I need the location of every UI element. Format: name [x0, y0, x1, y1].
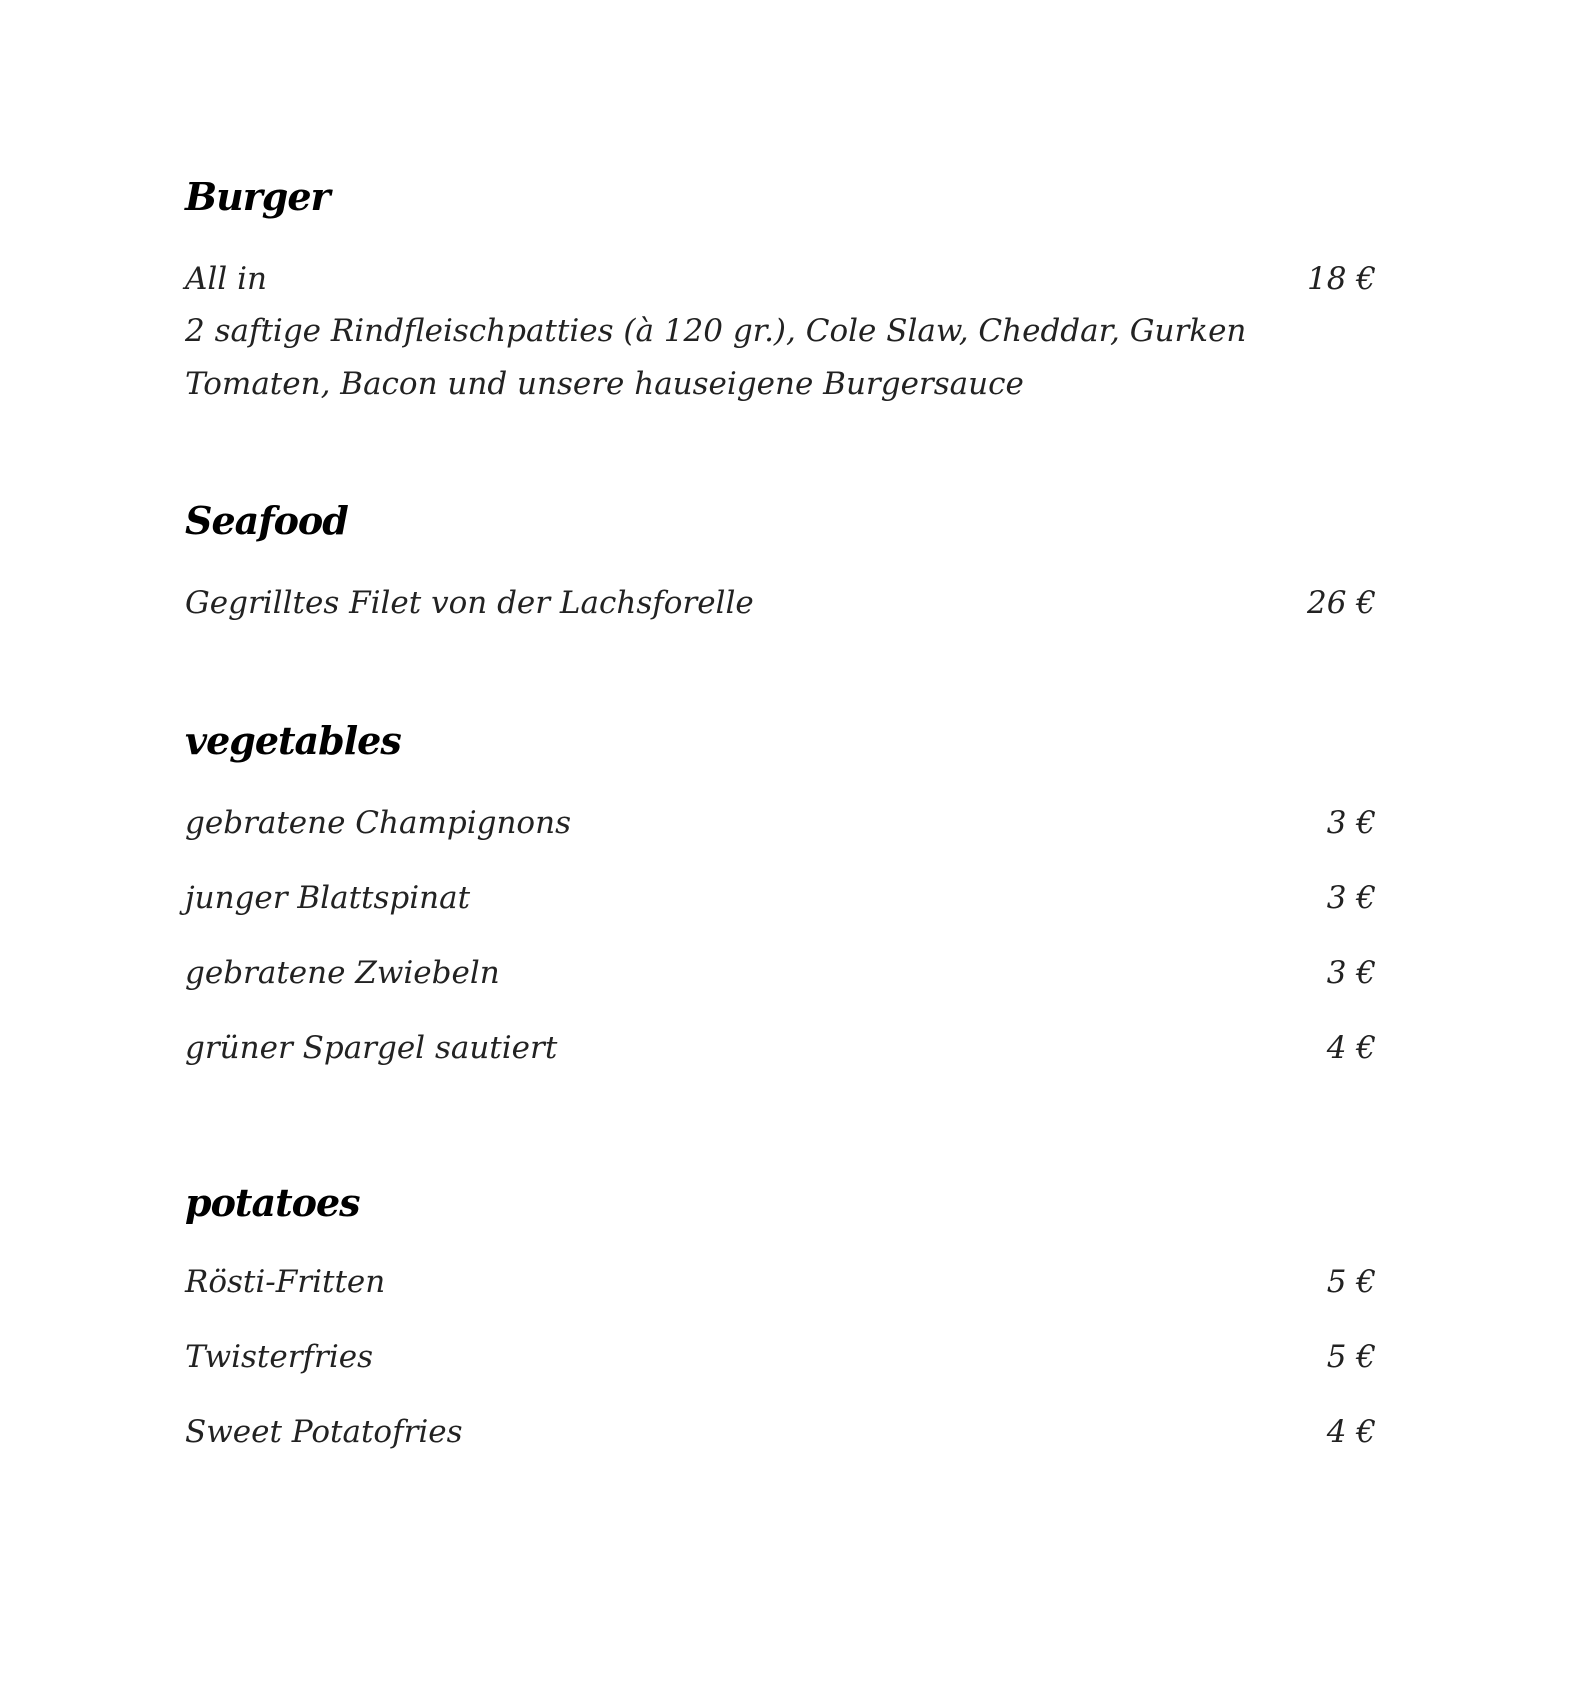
item-price-lachsforelle: 26 €	[1306, 585, 1376, 621]
item-description-line-1: 2 saftige Rindfleischpatties (à 120 gr.), Cole Slaw, Cheddar, Gurken	[185, 313, 1247, 349]
item-name-spargel: grüner Spargel sautiert	[185, 1030, 558, 1066]
item-price-twisterfries: 5 €	[1326, 1339, 1376, 1375]
item-name-roesti-fritten: Rösti-Fritten	[185, 1264, 386, 1300]
item-price-blattspinat: 3 €	[1326, 880, 1376, 916]
item-name-blattspinat: junger Blattspinat	[185, 880, 471, 916]
item-price-all-in: 18 €	[1306, 261, 1376, 297]
item-price-roesti-fritten: 5 €	[1326, 1264, 1376, 1300]
item-name-all-in: All in	[185, 261, 267, 297]
item-name-twisterfries: Twisterfries	[185, 1339, 374, 1375]
section-title-burger: Burger	[185, 174, 330, 219]
section-title-potatoes: potatoes	[185, 1180, 360, 1225]
item-name-zwiebeln: gebratene Zwiebeln	[185, 955, 500, 991]
item-price-champignons: 3 €	[1326, 805, 1376, 841]
item-name-lachsforelle: Gegrilltes Filet von der Lachsforelle	[185, 585, 754, 621]
item-name-champignons: gebratene Champignons	[185, 805, 571, 841]
item-price-sweet-potatofries: 4 €	[1326, 1414, 1376, 1450]
item-name-sweet-potatofries: Sweet Potatofries	[185, 1414, 463, 1450]
item-description-line-2: Tomaten, Bacon und unsere hauseigene Burgersauce	[185, 366, 1024, 402]
item-price-spargel: 4 €	[1326, 1030, 1376, 1066]
section-title-vegetables: vegetables	[185, 718, 401, 763]
section-title-seafood: Seafood	[185, 498, 348, 543]
item-price-zwiebeln: 3 €	[1326, 955, 1376, 991]
